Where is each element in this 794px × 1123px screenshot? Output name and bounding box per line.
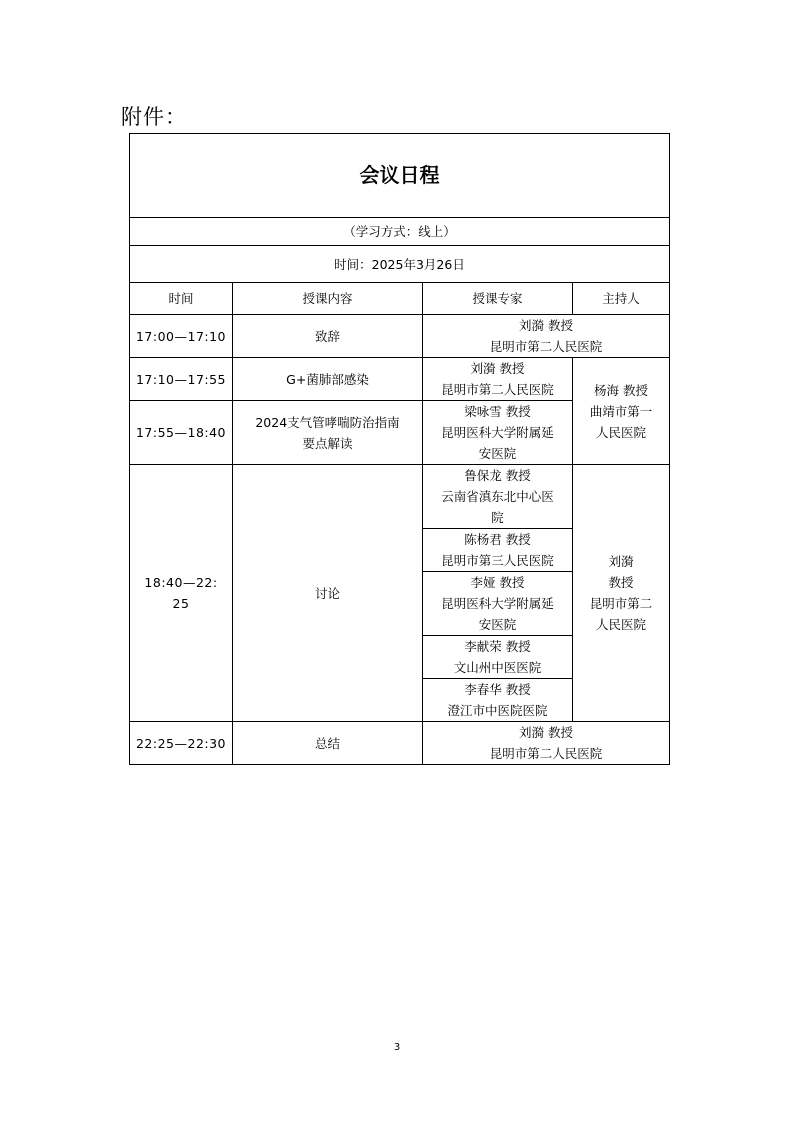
row-time <box>130 465 233 722</box>
expert-affiliation: 澄江市中医院医院 <box>447 703 548 718</box>
table-row <box>130 315 670 358</box>
row-expert <box>423 529 573 572</box>
host-line: 曲靖市第一 <box>589 403 653 419</box>
row-time: 17:10—17:55 <box>130 358 233 401</box>
row-host <box>573 358 670 465</box>
row-topic <box>233 315 423 358</box>
schedule-title: 会议日程 <box>130 134 670 218</box>
header-expert: 授课专家 <box>423 283 573 315</box>
expert-name: 刘漪 教授 <box>519 725 573 740</box>
host-line: 杨海 教授 <box>594 382 648 398</box>
table-row <box>130 465 670 529</box>
table-row <box>130 722 670 765</box>
time-line: 18:40—22: <box>144 575 218 590</box>
row-host <box>573 465 670 722</box>
table-row <box>130 358 670 401</box>
header-host: 主持人 <box>573 283 670 315</box>
row-expert <box>423 679 573 722</box>
expert-name: 刘漪 教授 <box>519 318 573 333</box>
header-time: 时间 <box>130 283 233 315</box>
expert-affiliation: 昆明市第二人民医院 <box>489 339 603 354</box>
header-topic: 授课内容 <box>233 283 423 315</box>
schedule-table <box>129 133 670 765</box>
row-topic <box>233 401 423 465</box>
expert-name: 李娅 教授 <box>470 575 525 590</box>
row-time: 17:00—17:10 <box>130 315 233 358</box>
expert-name: 梁咏雪 教授 <box>464 404 531 419</box>
expert-name: 刘漪 教授 <box>470 361 525 376</box>
row-topic <box>233 358 423 401</box>
host-line: 刘漪 <box>608 554 634 569</box>
topic-line: 要点解读 <box>302 435 353 451</box>
expert-affiliation: 昆明市第三人民医院 <box>441 553 554 568</box>
expert-name: 李春华 教授 <box>464 682 531 697</box>
page-number: 3 <box>393 1042 401 1053</box>
topic-line: 2024支气管哮喘防治指南 <box>255 414 400 430</box>
expert-affiliation: 安医院 <box>478 617 517 632</box>
row-topic <box>233 722 423 765</box>
expert-affiliation: 院 <box>491 510 504 525</box>
expert-affiliation: 文山州中医医院 <box>453 660 542 675</box>
topic-line: 总结 <box>314 735 340 751</box>
row-time: 17:55—18:40 <box>130 401 233 465</box>
row-expert <box>423 572 573 636</box>
host-line: 人民医院 <box>595 424 646 440</box>
row-expert <box>423 315 670 358</box>
expert-affiliation: 昆明医科大学附属延 <box>441 596 554 611</box>
expert-name: 鲁保龙 教授 <box>464 468 531 483</box>
time-line: 25 <box>172 596 190 611</box>
topic-line: 致辞 <box>314 328 340 344</box>
expert-name: 李献荣 教授 <box>464 639 531 654</box>
row-expert <box>423 358 573 401</box>
host-line: 人民医院 <box>595 617 646 632</box>
topic-line: 讨论 <box>314 585 340 601</box>
expert-affiliation: 昆明医科大学附属延 <box>441 425 554 440</box>
attachment-label: 附件： <box>121 105 187 129</box>
expert-affiliation: 安医院 <box>478 446 517 461</box>
row-expert <box>423 722 670 765</box>
row-expert <box>423 401 573 465</box>
topic-line: G+菌肺部感染 <box>286 371 369 387</box>
learning-mode: （学习方式：线上） <box>130 218 670 246</box>
expert-affiliation: 昆明市第二人民医院 <box>441 382 554 397</box>
row-expert <box>423 465 573 529</box>
expert-affiliation: 昆明市第二人民医院 <box>489 746 603 761</box>
expert-affiliation: 云南省滇东北中心医 <box>441 489 554 504</box>
row-expert <box>423 636 573 679</box>
meeting-date: 时间：2025年3月26日 <box>130 246 670 283</box>
row-time: 22:25—22:30 <box>130 722 233 765</box>
expert-name: 陈杨君 教授 <box>464 532 531 547</box>
host-line: 教授 <box>608 575 634 590</box>
row-topic <box>233 465 423 722</box>
host-line: 昆明市第二 <box>589 596 653 611</box>
